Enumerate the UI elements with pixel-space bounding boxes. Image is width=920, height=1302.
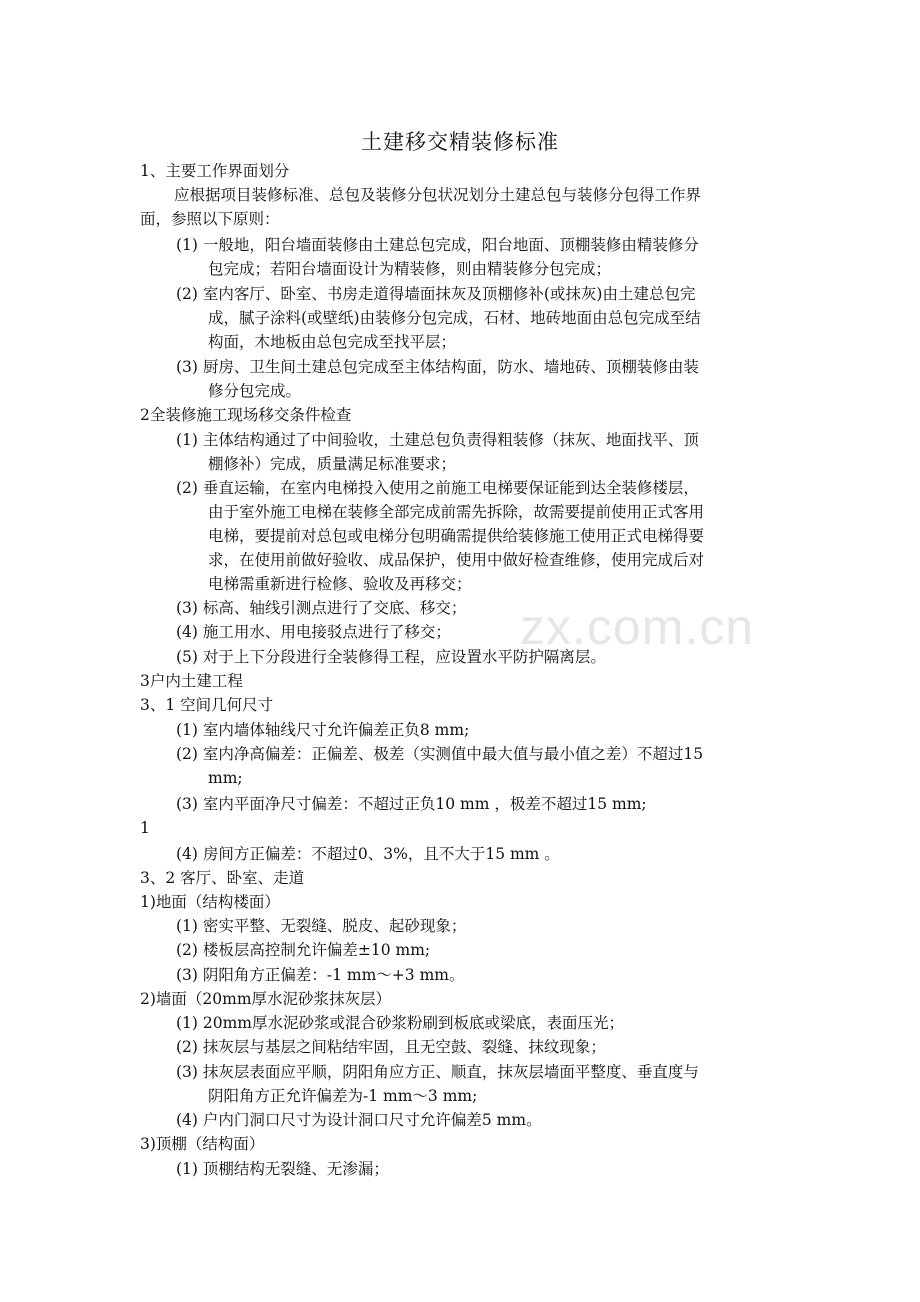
subsection-heading: 3)顶棚（结构面）: [140, 1135, 265, 1153]
list-item-continuation: 包完成；若阳台墙面设计为精装修，则由精装修分包完成；: [208, 260, 612, 278]
list-item: (3) 标高、轴线引测点进行了交底、移交；: [176, 599, 467, 617]
list-item: (2) 室内净高偏差：正偏差、极差（实测值中最大值与最小值之差）不超过15: [176, 745, 704, 763]
subsection-heading: 3、2 客厅、卧室、走道: [140, 869, 305, 887]
subsection-heading: 1)地面（结构楼面）: [140, 893, 280, 911]
list-item: (4) 施工用水、用电接驳点进行了移交；: [176, 623, 451, 641]
list-item: (1) 密实平整、无裂缝、脱皮、起砂现象；: [176, 917, 467, 935]
list-item-continuation: 由于室外施工电梯在装修全部完成前需先拆除，故需要提前使用正式客用: [208, 503, 705, 521]
list-item: (5) 对于上下分段进行全装修得工程，应设置水平防护隔离层。: [176, 648, 606, 666]
list-item-continuation: 电梯需重新进行检修、验收及再移交；: [208, 575, 472, 593]
list-item: (3) 室内平面净尺寸偏差：不超过正负10 mm ，极差不超过15 mm;: [176, 795, 647, 813]
list-item-continuation: 阴阳角方正允许偏差为-1 mm～3 mm;: [208, 1087, 478, 1105]
list-item-continuation: 棚修补）完成，质量满足标准要求；: [208, 455, 457, 473]
list-item-continuation: 电梯，要提前对总包或电梯分包明确需提供给装修施工使用正式电梯得要: [208, 527, 705, 545]
list-item-continuation: 求，在使用前做好验收、成品保护，使用中做好检查维修，使用完成后对: [208, 551, 705, 569]
list-item: (4) 户内门洞口尺寸为设计洞口尺寸允许偏差5 mm。: [176, 1111, 542, 1129]
section-heading: 2全装修施工现场移交条件检查: [140, 406, 352, 424]
list-item: (3) 厨房、卫生间土建总包完成至主体结构面，防水、墙地砖、顶棚装修由装: [176, 358, 699, 376]
page-number: 1: [140, 819, 150, 837]
list-item: (2) 抹灰层与基层之间粘结牢固，且无空鼓、裂缝、抹纹现象；: [176, 1038, 606, 1056]
list-item: (1) 主体结构通过了中间验收，土建总包负责得粗装修（抹灰、地面找平、顶: [176, 431, 699, 449]
subsection-heading: 2)墙面（20mm厚水泥砂浆抹灰层）: [140, 990, 392, 1008]
list-item: (1) 一般地，阳台墙面装修由土建总包完成，阳台地面、顶棚装修由精装修分: [176, 236, 699, 254]
list-item: (2) 楼板层高控制允许偏差±10 mm;: [176, 941, 431, 959]
section-heading: 3户内土建工程: [140, 672, 243, 690]
list-item: (1) 顶棚结构无裂缝、无渗漏；: [176, 1160, 389, 1178]
paragraph-line: 应根据项目装修标准、总包及装修分包状况划分土建总包与装修分包得工作界: [174, 186, 702, 204]
subsection-heading: 3、1 空间几何尺寸: [140, 696, 274, 714]
watermark: zx.com.cn: [520, 599, 755, 655]
list-item-continuation: 构面，木地板由总包完成至找平层；: [208, 333, 457, 351]
list-item: (1) 室内墙体轴线尺寸允许偏差正负8 mm;: [176, 721, 470, 739]
list-item: (4) 房间方正偏差：不超过0、3%，且不大于15 mm 。: [176, 845, 560, 863]
paragraph-line: 面，参照以下原则：: [140, 210, 280, 228]
list-item: (3) 阴阳角方正偏差：-1 mm～+3 mm。: [176, 966, 465, 984]
list-item: (2) 垂直运输，在室内电梯投入使用之前施工电梯要保证能到达全装修楼层，: [176, 479, 699, 497]
list-item-continuation: 成，腻子涂料(或壁纸)由装修分包完成，石材、地砖地面由总包完成至结: [208, 309, 701, 327]
list-item: (2) 室内客厅、卧室、书房走道得墙面抹灰及顶棚修补(或抹灰)由土建总包完: [176, 285, 696, 303]
list-item: (1) 20mm厚水泥砂浆或混合砂浆粉刷到板底或梁底，表面压光；: [176, 1014, 625, 1032]
page-title: 土建移交精装修标准: [361, 130, 559, 154]
list-item-continuation: mm;: [208, 769, 243, 787]
list-item: (3) 抹灰层表面应平顺，阴阳角应方正、顺直，抹灰层墙面平整度、垂直度与: [176, 1063, 699, 1081]
section-heading: 1、主要工作界面划分: [140, 162, 290, 180]
list-item-continuation: 修分包完成。: [208, 382, 302, 400]
